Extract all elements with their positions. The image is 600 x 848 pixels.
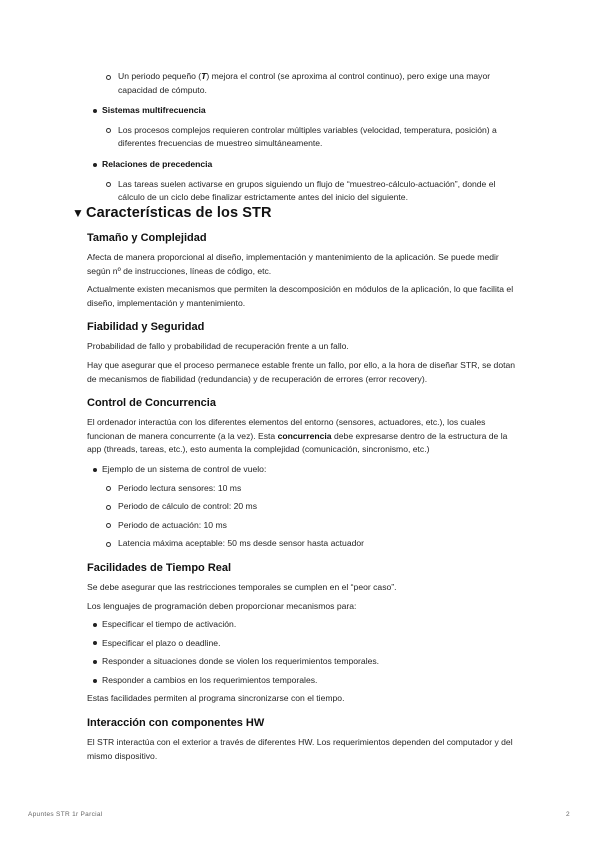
paragraph: Estas facilidades permiten al programa sincronizarse con el tiempo. [87, 693, 345, 704]
list-item: Periodo de actuación: 10 ms [72, 519, 522, 533]
triangle-down-icon[interactable]: ▼ [72, 206, 84, 220]
list-item: Ejemplo de un sistema de control de vuelo: [72, 463, 522, 477]
list-item: Un periodo pequeño (T) mejora el control (se aproxima al control continuo), pero exige una mayor capacidad de cómputo. [72, 70, 522, 97]
paragraph: El STR interactúa con el exterior a través de diferentes HW. Los requerimientos dependen del computador y del mismo dispositivo. [87, 737, 513, 761]
list-item: Especificar el tiempo de activación. [72, 618, 522, 632]
heading-facilidades: Facilidades de Tiempo Real [87, 561, 232, 574]
toggle-content [87, 232, 522, 763]
list-item-multifrecuencia: Sistemas multifrecuencia [72, 104, 522, 118]
paragraph: Actualmente existen mecanismos que permiten la descomposición en módulos de la aplicación, lo que facilita el diseño, implementación y mantenimiento. [87, 284, 514, 308]
list-item: Periodo lectura sensores: 10 ms [72, 482, 522, 496]
list-item: Responder a situaciones donde se violen los requerimientos temporales. [72, 655, 522, 669]
footer-doc-title: Apuntes STR 1r Parcial [28, 811, 103, 818]
heading-tamano: Tamaño y Complejidad [87, 232, 207, 244]
section-title: Características de los STR [86, 205, 272, 221]
page-number: 2 [566, 811, 570, 818]
paragraph: Hay que asegurar que el proceso permanece estable frente un fallo, por ello, a la hora de diseñar STR, se dotan de mecanismos de fiabilidad (redundancia) y de recuperación de errores (error recovery). [87, 359, 516, 384]
list-item: Periodo de cálculo de control: 20 ms [72, 500, 522, 514]
list-item: Responder a cambios en los requerimientos temporales. [72, 674, 522, 688]
paragraph: Los lenguajes de programación deben proporcionar mecanismos para: [87, 600, 357, 611]
list-item: Los procesos complejos requieren controlar múltiples variables (velocidad, temperatura, posición) a diferentes frecuencias de muestreo simultáneamente. [72, 124, 522, 151]
continued-list [72, 70, 522, 205]
period-symbol: T [201, 71, 207, 81]
toggle-heading[interactable] [72, 205, 272, 221]
heading-fiabilidad: Fiabilidad y Seguridad [87, 321, 205, 334]
heading-concurrencia: Control de Concurrencia [87, 397, 216, 410]
paragraph: Probabilidad de fallo y probabilidad de recuperación frente a un fallo. [87, 341, 349, 352]
list-item-precedencia: Relaciones de precedencia [72, 158, 522, 172]
list-item: Las tareas suelen activarse en grupos siguiendo un flujo de “muestreo-cálculo-actuación”, donde el cálculo de un ciclo debe finalizar estrictamente antes del inicio del siguiente. [72, 178, 522, 205]
paragraph: Se debe asegurar que las restricciones temporales se cumplen en el “peor caso”. [87, 581, 397, 592]
bold-term: concurrencia [277, 430, 332, 441]
paragraph: El ordenador interactúa con los diferentes elementos del entorno (sensores, actuadores, etc.), los cuales funcionan de manera concurrente (a la vez). Esta concurrencia debe expresarse dentro de la estructura de la app (threads, tareas, etc.), esto aumenta la complejidad (comunicación, sincronismo, etc.) [87, 417, 508, 455]
heading-interaccion: Interacción con componentes HW [87, 717, 265, 730]
list-item: Latencia máxima aceptable: 50 ms desde sensor hasta actuador [72, 537, 522, 551]
paragraph: Afecta de manera proporcional al diseño, implementación y mantenimiento de la aplicación. Se puede medir según nº de instrucciones, líneas de código, etc. [87, 252, 499, 276]
list-item: Especificar el plazo o deadline. [72, 637, 522, 651]
